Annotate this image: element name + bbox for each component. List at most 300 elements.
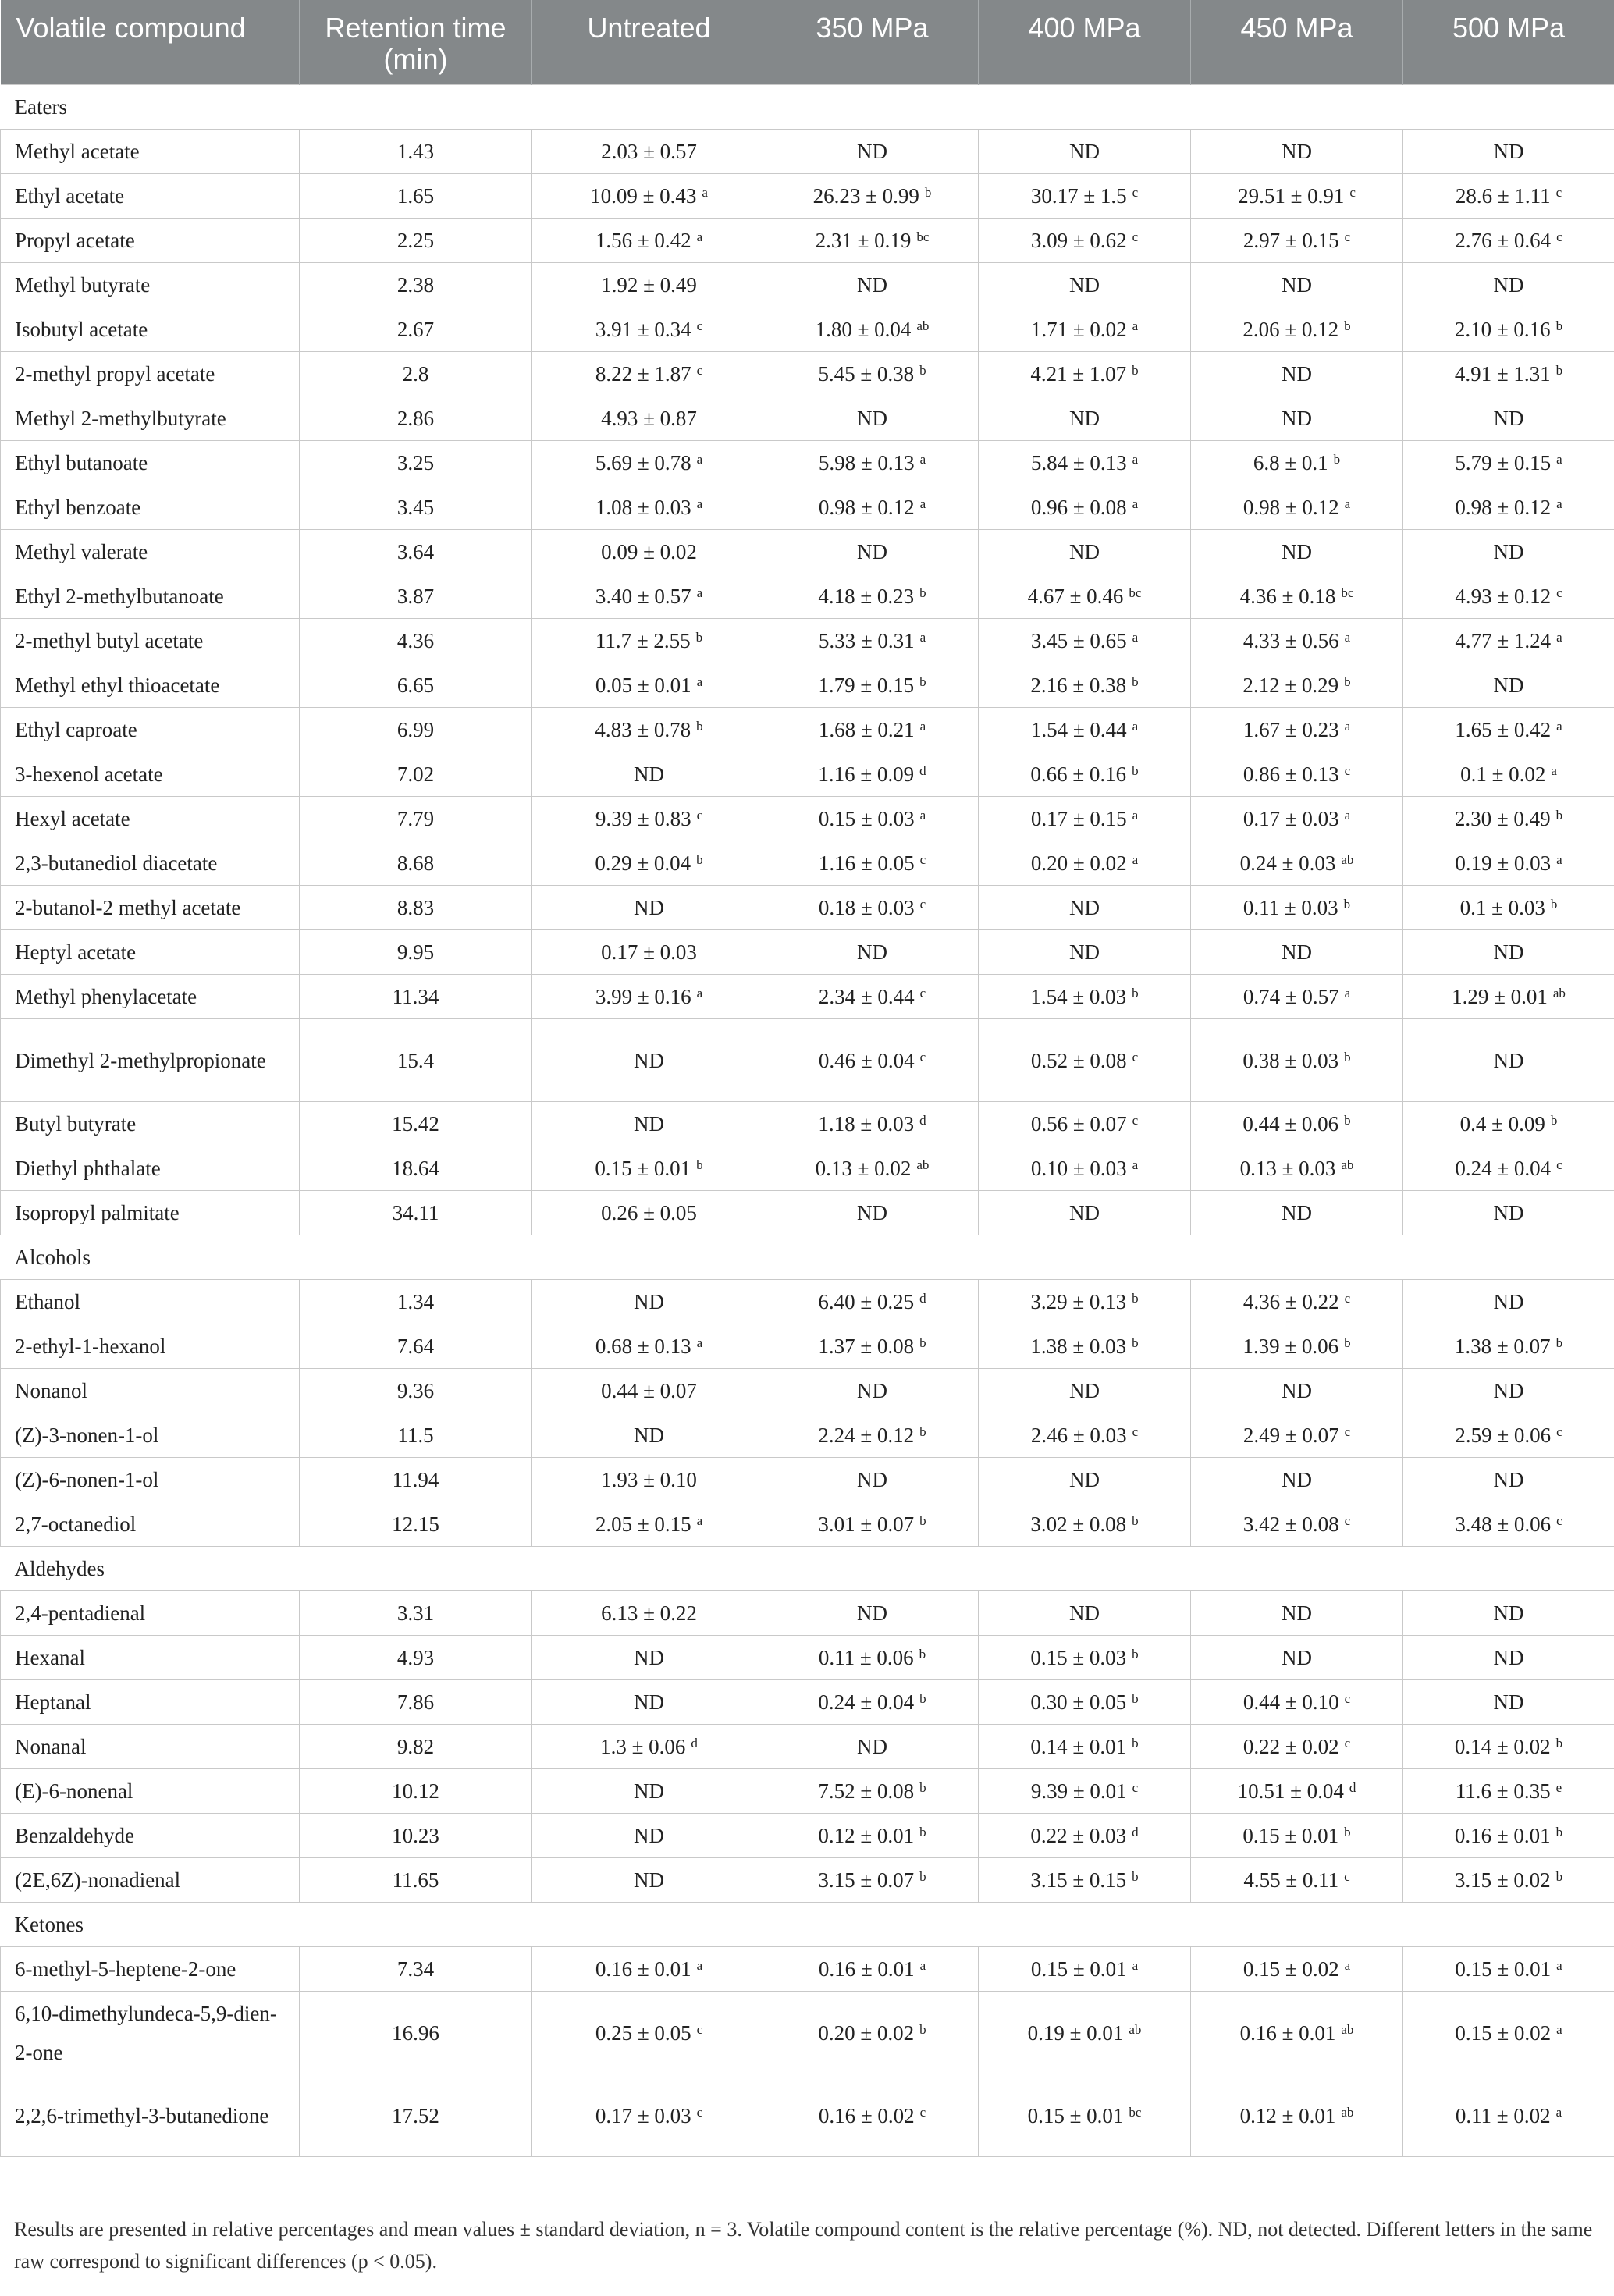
value: 0.15 ± 0.01 [1242,1824,1339,1847]
significance-letter: c [1555,185,1562,200]
value-cell [1191,975,1403,1019]
value: 0.11 ± 0.03 [1242,896,1338,919]
value-cell [766,130,979,174]
value-cell [532,263,766,307]
significance-letter: c [919,2104,926,2120]
value-cell [532,1280,766,1324]
value: 11.7 ± 2.55 [595,629,691,652]
significance-letter: b [1555,1736,1563,1750]
significance-letter: b [1132,1691,1139,1706]
value: 3.29 ± 0.13 [1030,1290,1127,1313]
significance-letter: c [1132,229,1139,244]
significance-letter: c [1132,1113,1139,1128]
value: 0.10 ± 0.03 [1030,1157,1127,1180]
value-cell [979,1019,1191,1102]
value-cell [1403,1369,1614,1413]
compound-name: 6,10-dimethylundeca-5,9-dien-2-one [1,1992,300,2074]
value-cell [766,1191,979,1235]
value-cell [1403,886,1614,930]
value-cell [532,1858,766,1903]
value: ND [1282,1468,1312,1491]
value: 0.18 ± 0.03 [818,896,915,919]
value: 2.12 ± 0.29 [1242,674,1339,697]
significance-letter: a [919,719,926,734]
value: ND [1493,940,1524,964]
value-cell [1191,797,1403,841]
value: 4.33 ± 0.56 [1242,629,1339,652]
value-cell [532,975,766,1019]
significance-letter: a [1556,496,1562,511]
value-cell [532,1369,766,1413]
value-cell [979,619,1191,663]
value-cell [532,708,766,752]
value-cell [1191,130,1403,174]
value: 2.30 ± 0.49 [1454,807,1551,830]
value: 0.22 ± 0.03 [1030,1824,1127,1847]
significance-letter: b [919,363,926,378]
value: 5.33 ± 0.31 [818,629,915,652]
significance-letter: b [1132,1513,1139,1528]
value: 1.16 ± 0.09 [818,762,915,786]
value: ND [1282,1201,1312,1224]
value-cell [1191,1369,1403,1413]
retention-time: 3.45 [300,485,532,530]
value-cell [1403,1102,1614,1146]
retention-time: 18.64 [300,1146,532,1191]
value-cell [1191,1947,1403,1992]
significance-letter: b [1343,897,1351,912]
table-row [1,930,1614,975]
significance-letter: ab [1552,986,1566,1001]
compound-name: Methyl valerate [1,530,300,574]
table-row [1,1858,1614,1903]
value: 10.51 ± 0.04 [1237,1779,1344,1803]
value: 0.16 ± 0.01 [595,1957,691,1981]
significance-letter: a [1132,1958,1139,1973]
significance-letter: c [919,852,926,867]
value-cell [1403,1146,1614,1191]
significance-letter: a [1556,1958,1562,1973]
value-cell [979,1324,1191,1369]
value-cell [979,1102,1191,1146]
value: 2.24 ± 0.12 [818,1423,915,1447]
value-cell [1403,797,1614,841]
value: ND [857,273,887,297]
significance-letter: a [1556,719,1562,734]
value: ND [1282,540,1312,563]
value: 2.76 ± 0.64 [1455,229,1552,252]
value-cell [1403,1019,1614,1102]
value: 2.49 ± 0.07 [1242,1423,1339,1447]
value-cell [1191,530,1403,574]
value: 0.38 ± 0.03 [1242,1048,1339,1072]
value: 3.02 ± 0.08 [1030,1512,1127,1536]
compound-name: Benzaldehyde [1,1814,300,1858]
value-cell [766,396,979,441]
table-row [1,1280,1614,1324]
compound-name: Ethanol [1,1280,300,1324]
compound-name: (Z)-6-nonen-1-ol [1,1458,300,1502]
value-cell [979,1769,1191,1814]
value-cell [1191,263,1403,307]
value-cell [532,1502,766,1547]
retention-time: 9.95 [300,930,532,975]
value: 30.17 ± 1.5 [1030,184,1127,208]
value-cell [979,2074,1191,2157]
value: 0.16 ± 0.01 [818,1957,915,1981]
value: 0.19 ± 0.01 [1027,2021,1124,2045]
value: ND [1282,140,1312,163]
value: 9.39 ± 0.83 [595,807,691,830]
value: 0.14 ± 0.02 [1454,1735,1551,1758]
value: 0.24 ± 0.04 [818,1690,915,1714]
value-cell [1191,219,1403,263]
value: ND [1069,940,1100,964]
significance-letter: b [1550,1113,1558,1128]
value: 5.45 ± 0.38 [818,362,915,386]
value: ND [1282,407,1312,430]
retention-time: 2.25 [300,219,532,263]
significance-letter: b [1132,674,1139,689]
value-cell [766,1725,979,1769]
table-row [1,619,1614,663]
value: ND [1069,540,1100,563]
retention-time: 4.36 [300,619,532,663]
compound-name: Nonanol [1,1369,300,1413]
retention-time: 11.5 [300,1413,532,1458]
table-row [1,1769,1614,1814]
value-cell [979,1814,1191,1858]
value-cell [979,1992,1191,2074]
significance-letter: d [919,1113,926,1128]
value-cell [979,219,1191,263]
value-cell [766,441,979,485]
compound-name: Dimethyl 2-methylpropionate [1,1019,300,1102]
value-cell [1403,2074,1614,2157]
section-row [1,1547,1614,1591]
value-cell [979,1458,1191,1502]
value: 0.19 ± 0.03 [1455,851,1552,875]
significance-letter: c [919,986,926,1001]
value-cell [1191,2074,1403,2157]
value: 0.24 ± 0.03 [1239,851,1336,875]
significance-letter: c [696,2104,703,2120]
value-cell [532,1146,766,1191]
header-400-mpa: 400 MPa [979,0,1191,85]
value: 0.13 ± 0.03 [1239,1157,1336,1180]
value: 1.16 ± 0.05 [818,851,915,875]
table-row [1,396,1614,441]
table-row [1,1191,1614,1235]
value-cell [1191,1769,1403,1814]
significance-letter: b [919,1647,926,1662]
significance-letter: a [696,1958,703,1973]
retention-time: 11.65 [300,1858,532,1903]
significance-letter: b [919,1691,926,1706]
significance-letter: c [1344,1513,1351,1528]
value: ND [857,540,887,563]
value-cell [766,485,979,530]
significance-letter: a [1132,318,1139,333]
compound-name: Ethyl butanoate [1,441,300,485]
significance-letter: c [1344,1291,1351,1306]
significance-letter: b [1344,1335,1351,1350]
value-cell [1191,441,1403,485]
significance-letter: bc [916,229,930,244]
table-row [1,174,1614,219]
value-cell [766,752,979,797]
significance-letter: ab [1341,852,1354,867]
value-cell [766,708,979,752]
value-cell [1191,1019,1403,1102]
table-row [1,708,1614,752]
significance-letter: a [1556,630,1562,645]
value-cell [1403,1591,1614,1636]
table-row [1,752,1614,797]
value-cell [532,485,766,530]
significance-letter: a [1132,496,1139,511]
value: 28.6 ± 1.11 [1455,184,1551,208]
value-cell [532,1992,766,2074]
value: 2.34 ± 0.44 [818,985,915,1008]
value: 0.15 ± 0.02 [1455,2021,1552,2045]
value: 4.36 ± 0.22 [1242,1290,1339,1313]
value: 2.06 ± 0.12 [1242,318,1339,341]
value: 0.09 ± 0.02 [601,540,697,563]
significance-letter: b [1555,363,1563,378]
value: 3.45 ± 0.65 [1030,629,1127,652]
significance-letter: c [696,808,703,823]
header-row [1,0,1614,85]
value-cell [532,130,766,174]
significance-letter: b [1132,1291,1139,1306]
table-row [1,1102,1614,1146]
value: ND [1069,273,1100,297]
value-cell [532,307,766,352]
value: ND [1493,1379,1524,1402]
table-row [1,1146,1614,1191]
value: 0.15 ± 0.01 [1027,2103,1124,2127]
significance-letter: a [919,808,926,823]
table-row [1,1369,1614,1413]
significance-letter: a [1344,808,1351,823]
value-cell [979,441,1191,485]
significance-letter: a [696,585,703,600]
value: 6.40 ± 0.25 [818,1290,915,1313]
significance-letter: a [1132,808,1139,823]
value-cell [979,797,1191,841]
value-cell [979,841,1191,886]
value: ND [1493,1690,1524,1714]
value-cell [532,1725,766,1769]
value-cell [532,619,766,663]
header-untreated: Untreated [532,0,766,85]
table-row [1,307,1614,352]
significance-letter: a [702,185,708,200]
value-cell [766,1458,979,1502]
value: 8.22 ± 1.87 [595,362,691,386]
value-cell [979,1369,1191,1413]
value: ND [634,1779,664,1803]
compound-name: (E)-6-nonenal [1,1769,300,1814]
value: 5.69 ± 0.78 [595,451,691,474]
value-cell [1191,1280,1403,1324]
value-cell [979,307,1191,352]
value: 3.09 ± 0.62 [1030,229,1127,252]
value-cell [766,1947,979,1992]
significance-letter: b [696,852,703,867]
table-row [1,263,1614,307]
table-row [1,1019,1614,1102]
table-row [1,1725,1614,1769]
header-350-mpa: 350 MPa [766,0,979,85]
value-cell [766,1502,979,1547]
value: 1.67 ± 0.23 [1242,718,1339,741]
significance-letter: b [1132,763,1139,778]
value-cell [532,2074,766,2157]
significance-letter: c [1556,585,1562,600]
header-retention-time: Retention time (min) [300,0,532,85]
compound-name: 2-ethyl-1-hexanol [1,1324,300,1369]
compound-name: Isobutyl acetate [1,307,300,352]
value: 4.77 ± 1.24 [1455,629,1552,652]
value: 26.23 ± 0.99 [812,184,919,208]
retention-time: 4.93 [300,1636,532,1680]
value: ND [1069,1468,1100,1491]
value: ND [1493,1290,1524,1313]
value-cell [979,396,1191,441]
value: 0.17 ± 0.03 [1242,807,1339,830]
compound-name: Ethyl caproate [1,708,300,752]
value-cell [766,663,979,708]
value: 0.17 ± 0.03 [595,2103,691,2127]
value: 3.15 ± 0.07 [818,1868,915,1892]
value: ND [857,1735,887,1758]
value-cell [766,1858,979,1903]
retention-time: 7.86 [300,1680,532,1725]
value: ND [857,1601,887,1625]
table-row [1,2074,1614,2157]
significance-letter: a [919,496,926,511]
significance-letter: a [1132,1157,1139,1172]
value: 4.21 ± 1.07 [1030,362,1127,386]
value-cell [532,530,766,574]
value-cell [1191,396,1403,441]
significance-letter: b [924,185,932,200]
significance-letter: c [919,897,926,912]
table-row [1,530,1614,574]
value: 0.16 ± 0.01 [1239,2021,1336,2045]
value: 4.93 ± 0.87 [601,407,697,430]
value: ND [634,1690,664,1714]
significance-letter: c [1132,1780,1139,1795]
section-row [1,1903,1614,1947]
value: 0.44 ± 0.06 [1242,1112,1339,1136]
value: ND [1493,1601,1524,1625]
value: 0.68 ± 0.13 [595,1335,691,1358]
value: 9.39 ± 0.01 [1030,1779,1127,1803]
value-cell [1191,1191,1403,1235]
value: 1.92 ± 0.49 [601,273,697,297]
retention-time: 11.94 [300,1458,532,1502]
significance-letter: b [1555,1825,1563,1839]
significance-letter: a [696,496,703,511]
compound-name: 2-methyl butyl acetate [1,619,300,663]
significance-letter: b [1555,1869,1563,1884]
table-row [1,886,1614,930]
value-cell [766,219,979,263]
value-cell [766,975,979,1019]
compound-name: Butyl butyrate [1,1102,300,1146]
value-cell [766,174,979,219]
value: 0.30 ± 0.05 [1030,1690,1127,1714]
value-cell [532,1769,766,1814]
significance-letter: c [1349,185,1356,200]
retention-time: 1.34 [300,1280,532,1324]
significance-letter: ab [1341,2021,1354,2037]
value-cell [979,1947,1191,1992]
section-row [1,85,1614,130]
value-cell [1191,1324,1403,1369]
value: ND [857,940,887,964]
value-cell [1403,841,1614,886]
compound-name: 2,4-pentadienal [1,1591,300,1636]
retention-time: 8.83 [300,886,532,930]
table-row [1,574,1614,619]
significance-letter: d [919,763,926,778]
compound-name: Propyl acetate [1,219,300,263]
value: 2.97 ± 0.15 [1242,229,1339,252]
significance-letter: b [919,674,926,689]
significance-letter: b [919,1825,926,1839]
value: ND [634,896,664,919]
table-row [1,1413,1614,1458]
retention-time: 3.25 [300,441,532,485]
value-cell [979,130,1191,174]
value-cell [1403,396,1614,441]
value: 1.38 ± 0.03 [1030,1335,1127,1358]
value: 0.12 ± 0.01 [818,1824,915,1847]
value-cell [766,1413,979,1458]
value: 2.59 ± 0.06 [1455,1423,1552,1447]
value: ND [1493,273,1524,297]
value: ND [634,762,664,786]
significance-letter: c [1132,1424,1139,1439]
value: 0.12 ± 0.01 [1239,2103,1336,2127]
table-row [1,1591,1614,1636]
value-cell [532,930,766,975]
significance-letter: c [1556,1424,1562,1439]
value: 5.84 ± 0.13 [1030,451,1127,474]
significance-letter: c [1132,185,1139,200]
value-cell [766,886,979,930]
value: ND [634,1646,664,1669]
value-cell [1191,307,1403,352]
value-cell [1403,663,1614,708]
value-cell [1191,1102,1403,1146]
significance-letter: a [1132,452,1139,467]
value: ND [1282,1601,1312,1625]
value: ND [1493,1201,1524,1224]
value: ND [1493,1468,1524,1491]
significance-letter: d [691,1736,698,1750]
retention-time: 17.52 [300,2074,532,2157]
retention-time: 12.15 [300,1502,532,1547]
retention-time: 8.68 [300,841,532,886]
value: 1.71 ± 0.02 [1030,318,1127,341]
value-cell [532,1191,766,1235]
value: 0.96 ± 0.08 [1030,496,1127,519]
